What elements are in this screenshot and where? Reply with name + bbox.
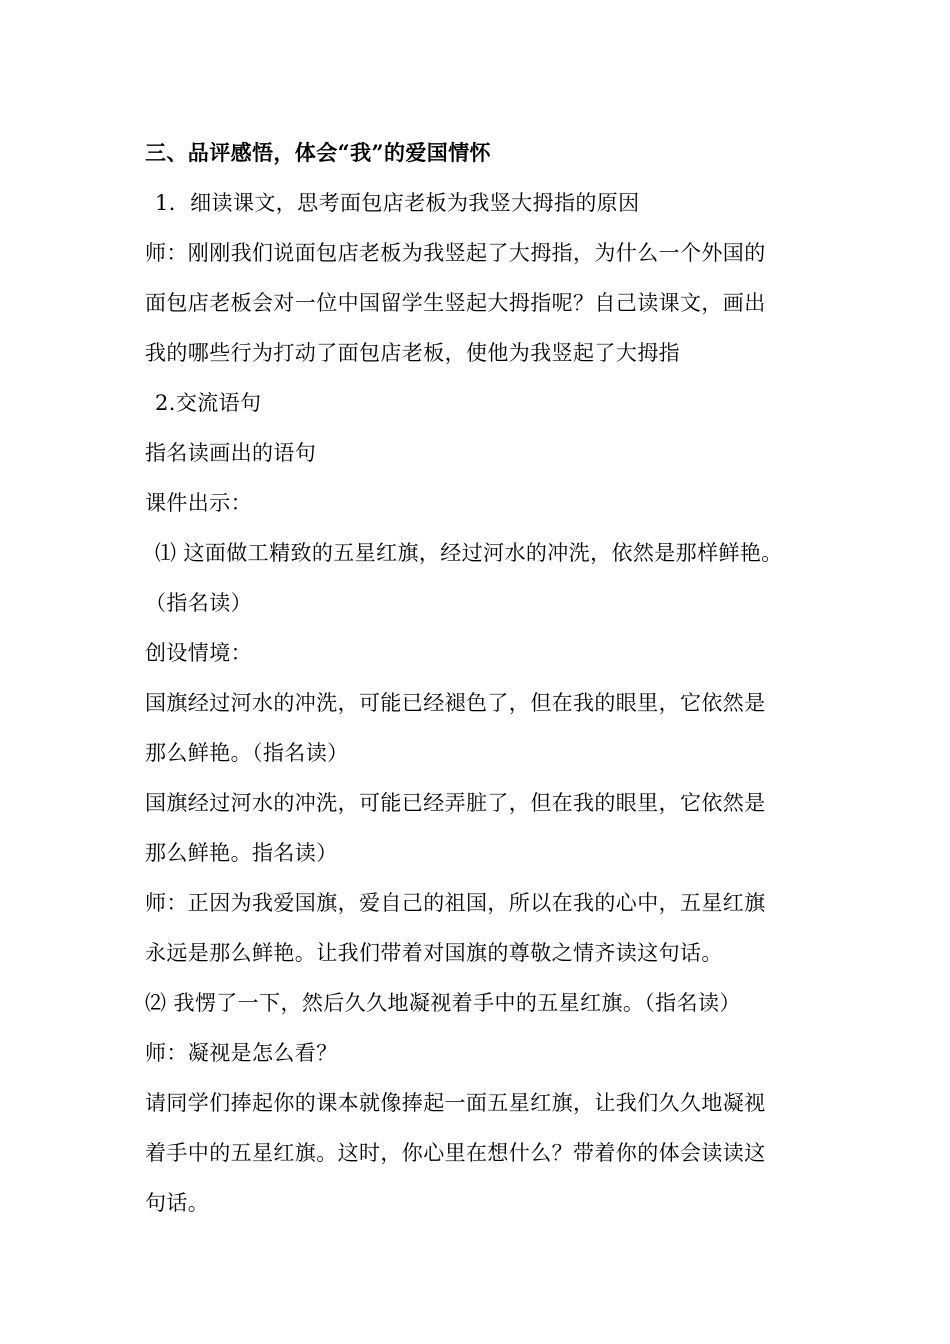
text-line: 请同学们捧起你的课本就像捧起一面五星红旗，让我们久久地凝视 [145, 1091, 766, 1115]
text-line: 创设情境： [145, 641, 252, 665]
text-line: 我的哪些行为打动了面包店老板，使他为我竖起了大拇指 [145, 341, 680, 365]
text-line: 指名读画出的语句 [145, 441, 317, 465]
text-line: 句话。 [145, 1191, 210, 1215]
text-line: 那么鲜艳。（指名读） [145, 741, 349, 765]
text-line: 面包店老板会对一位中国留学生竖起大拇指呢？自己读课文，画出 [145, 291, 766, 315]
text-line: 师：凝视是怎么看？ [145, 1041, 338, 1065]
text-line-step-2: 2.交流语句 [155, 391, 262, 415]
text-line: 师：刚刚我们说面包店老板为我竖起了大拇指，为什么一个外国的 [145, 241, 766, 265]
text-line: 着手中的五星红旗。这时，你心里在想什么？带着你的体会读读这 [145, 1141, 766, 1165]
text-line: 国旗经过河水的冲洗，可能已经弄脏了，但在我的眼里，它依然是 [145, 791, 766, 815]
text-line-quote-2: ⑵ 我愣了一下，然后久久地凝视着手中的五星红旗。（指名读） [145, 991, 741, 1015]
text-line-quote-1: ⑴ 这面做工精致的五星红旗，经过河水的冲洗，依然是那样鲜艳。 [155, 541, 783, 565]
document-body [145, 128, 845, 1228]
text-line: 永远是那么鲜艳。让我们带着对国旗的尊敬之情齐读这句话。 [145, 941, 723, 965]
text-line: 那么鲜艳。指名读） [145, 841, 338, 865]
text-line: 课件出示： [145, 491, 252, 515]
text-line: 国旗经过河水的冲洗，可能已经褪色了，但在我的眼里，它依然是 [145, 691, 766, 715]
text-line: 师：正因为我爱国旗，爱自己的祖国，所以在我的心中，五星红旗 [145, 891, 766, 915]
text-line-step-1: 1．细读课文，思考面包店老板为我竖大拇指的原因 [155, 191, 640, 215]
section-heading: 三、品评感悟，体会“我”的爱国情怀 [145, 140, 491, 165]
text-line: （指名读） [145, 591, 252, 615]
